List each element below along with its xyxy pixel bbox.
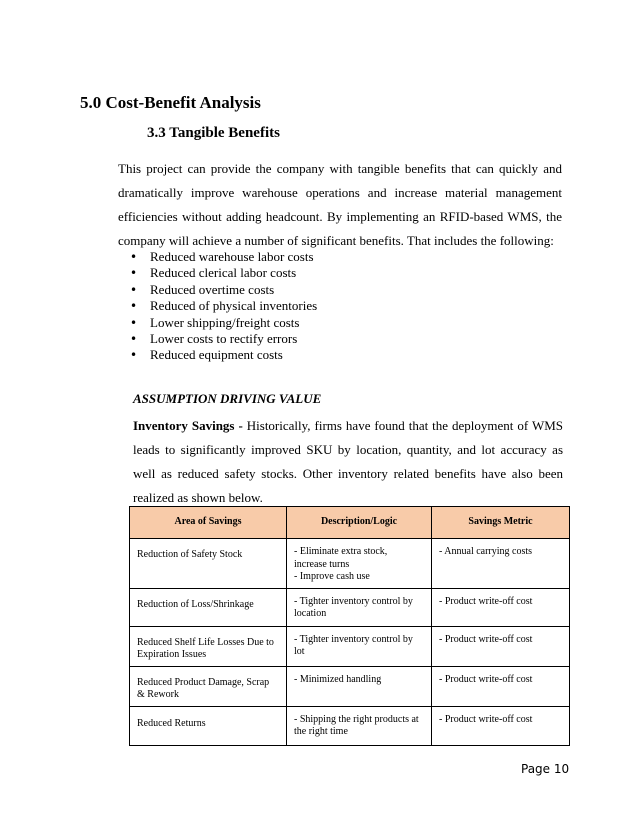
subsection-heading: 3.3 Tangible Benefits — [147, 125, 280, 141]
description-line: lot — [294, 646, 305, 657]
description-cell — [287, 666, 432, 706]
benefit-item: • Reduced overtime costs — [130, 282, 317, 298]
area-line: Reduced Product Damage, Scrap — [137, 676, 270, 688]
description-cell — [287, 706, 432, 745]
intro-line-1: This project can provide the company with tangible benefits that can quickly and — [118, 161, 562, 176]
assumption-heading: ASSUMPTION DRIVING VALUE — [133, 391, 322, 406]
header-description-logic: Description/Logic — [287, 507, 432, 539]
area-line: Expiration Issues — [137, 649, 207, 660]
inventory-line-3: reduced safety stocks. Other inventory related benefits have also been realized as — [133, 466, 563, 505]
section-heading: 5.0 Cost-Benefit Analysis — [80, 93, 261, 112]
description-line: - Minimized handling — [294, 673, 382, 685]
header-area-of-savings: Area of Savings — [130, 507, 287, 539]
inventory-line-4: shown below. — [191, 490, 263, 505]
description-line: - Tighter inventory control by — [294, 595, 413, 607]
description-cell — [287, 626, 432, 666]
intro-line-4: company will achieve a number of significant benefits. That includes the following: — [118, 233, 554, 248]
inventory-paragraph — [133, 414, 563, 510]
table-row — [130, 539, 570, 589]
metric-cell: - Annual carrying costs — [432, 539, 570, 589]
area-cell — [130, 626, 287, 666]
area-cell — [130, 666, 287, 706]
description-line: - Eliminate extra stock, — [294, 546, 388, 557]
table-row — [130, 588, 570, 626]
header-savings-metric: Savings Metric — [432, 507, 570, 539]
benefit-item: • Lower shipping/freight costs — [130, 315, 317, 331]
description-line: the right time — [294, 726, 348, 737]
area-cell: Reduction of Loss/Shrinkage — [130, 588, 287, 626]
area-cell: Reduced Returns — [130, 706, 287, 745]
metric-cell: - Product write-off cost — [432, 626, 570, 666]
table-row — [130, 626, 570, 666]
table-row — [130, 706, 570, 745]
benefit-item: • Lower costs to rectify errors — [130, 331, 317, 347]
metric-cell: - Product write-off cost — [432, 588, 570, 626]
area-line: & Rework — [137, 689, 179, 700]
inventory-line-1: Historically, firms have found that the deployment of WMS — [242, 418, 563, 433]
description-cell — [287, 588, 432, 626]
table-header-row — [130, 507, 570, 539]
benefit-item: • Reduced of physical inventories — [130, 298, 317, 314]
description-line: location — [294, 608, 327, 619]
intro-line-3: efficiencies without adding headcount. By implementing an RFID-based WMS, the — [118, 209, 562, 224]
benefit-item: • Reduced warehouse labor costs — [130, 249, 317, 265]
table-row — [130, 666, 570, 706]
inventory-line-2: leads to significantly improved SKU by location, quantity, and lot accuracy as well as — [133, 442, 563, 481]
savings-table — [129, 506, 570, 746]
benefits-list — [130, 249, 317, 364]
metric-cell: - Product write-off cost — [432, 666, 570, 706]
metric-cell: - Product write-off cost — [432, 706, 570, 745]
inventory-lead: Inventory Savings - — [133, 418, 243, 433]
description-line: - Shipping the right products at — [294, 713, 419, 725]
benefit-item: • Reduced equipment costs — [130, 347, 317, 363]
area-line: Reduced Shelf Life Losses Due to — [137, 636, 274, 648]
page-number: Page 10 — [521, 762, 570, 776]
description-line: - Tighter inventory control by — [294, 633, 413, 645]
description-line: increase turns — [294, 558, 350, 570]
intro-line-2: dramatically improve warehouse operations and increase material management — [118, 185, 562, 200]
description-line: - Improve cash use — [294, 571, 370, 582]
benefit-item: • Reduced clerical labor costs — [130, 265, 317, 281]
intro-paragraph — [118, 157, 562, 253]
area-cell: Reduction of Safety Stock — [130, 539, 287, 589]
description-cell — [287, 539, 432, 589]
